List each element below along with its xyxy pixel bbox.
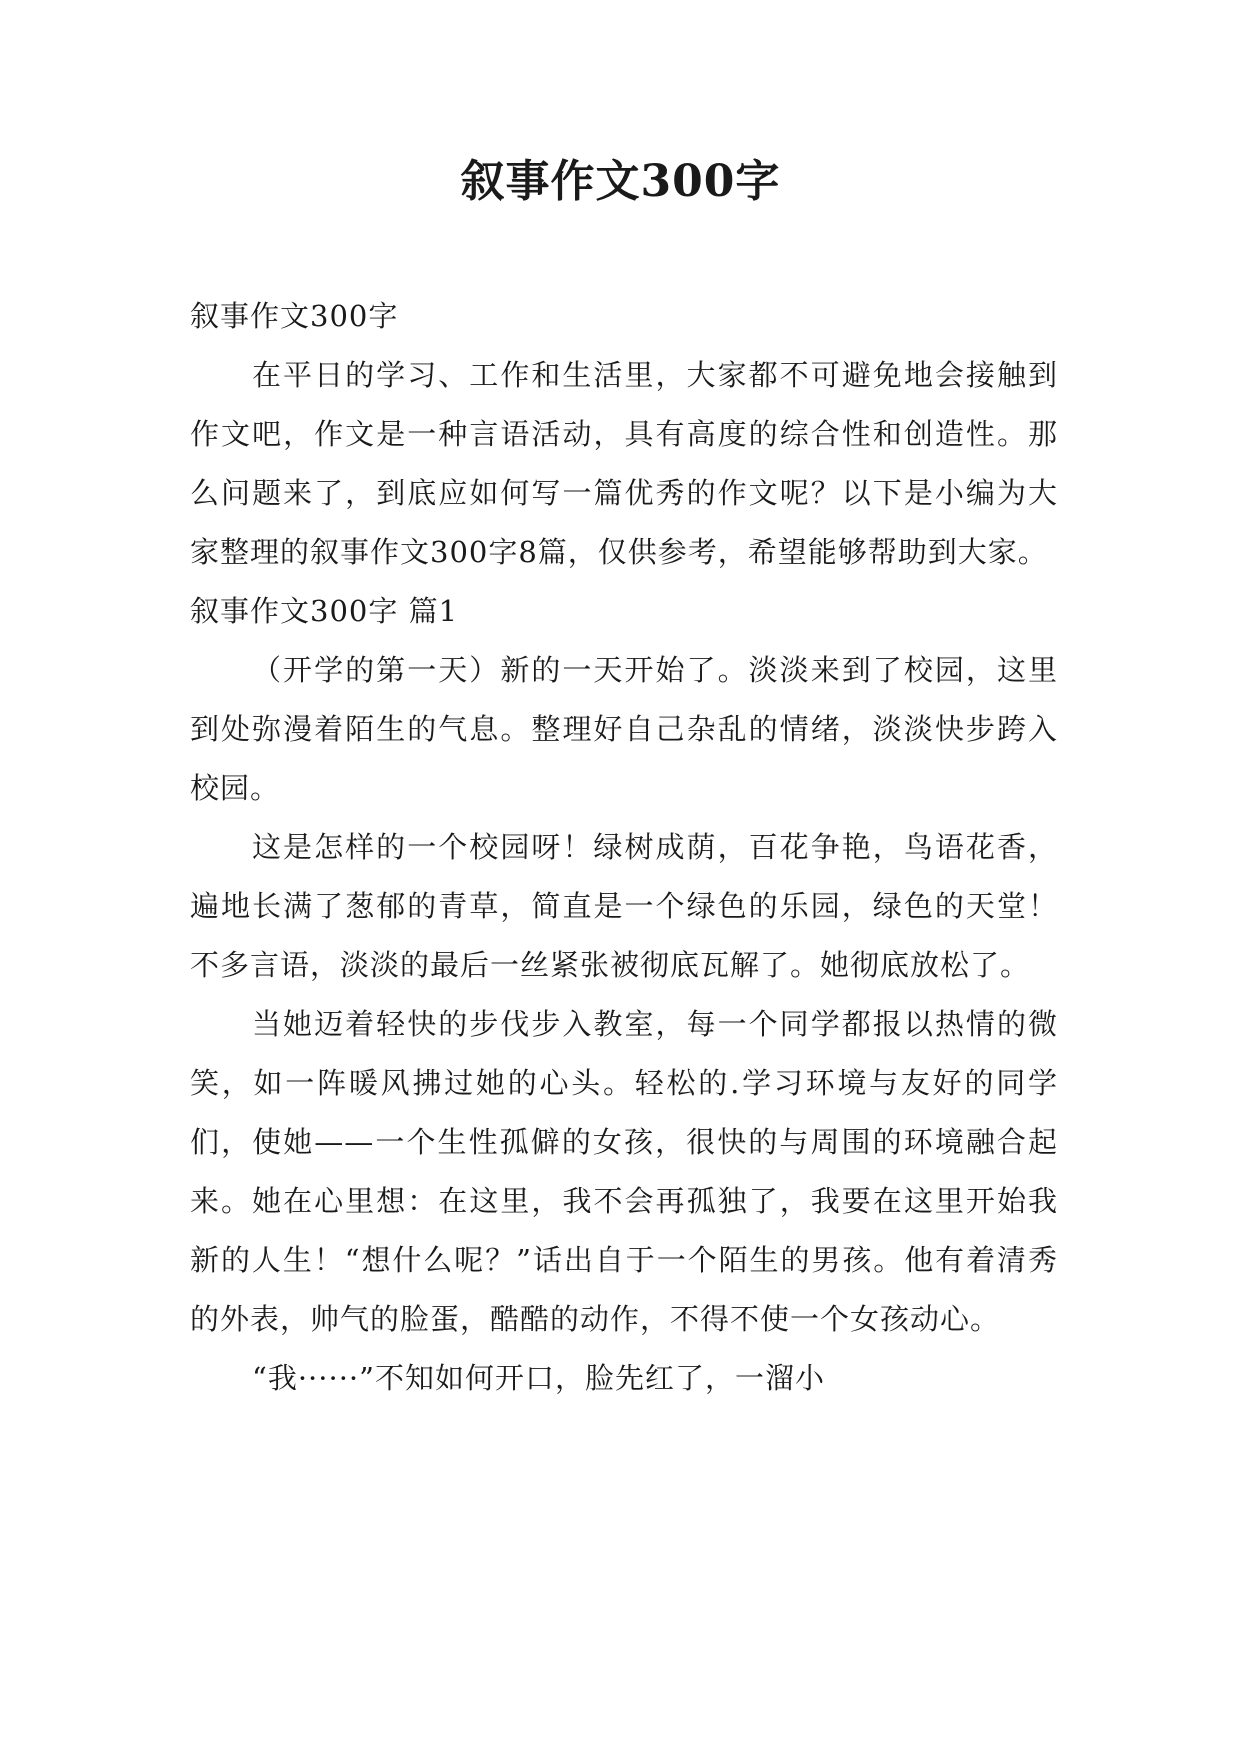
body-paragraph-4: “我······”不知如何开口，脸先红了，一溜小 xyxy=(252,1361,825,1395)
section-heading: 叙事作文300字 篇1 xyxy=(190,594,459,628)
document-body xyxy=(190,287,1058,1408)
intro-paragraph: 在平日的学习、工作和生活里，大家都不可避免地会接触到作文吧，作文是一种言语活动，具有高度的综合性和创造性。那么问题来了，到底应如何写一篇优秀的作文呢？以下是小编为大家整理的叙事作文300字8篇，仅供参考，希望能够帮助到大家。 xyxy=(190,358,1058,569)
body-paragraph-2: 这是怎样的一个校园呀！绿树成荫，百花争艳，鸟语花香，遍地长满了葱郁的青草，简直是一个绿色的乐园，绿色的天堂！不多言语，淡淡的最后一丝紧张被彻底瓦解了。她彻底放松了。 xyxy=(190,830,1058,982)
body-paragraph-3: 当她迈着轻快的步伐步入教室，每一个同学都报以热情的微笑，如一阵暖风拂过她的心头。轻松的.学习环境与友好的同学们，使她——一个生性孤僻的女孩，很快的与周围的环境融合起来。她在心里想：在这里，我不会再孤独了，我要在这里开始我新的人生！“想什么呢？”话出自于一个陌生的男孩。他有着清秀的外表，帅气的脸蛋，酷酷的动作，不得不使一个女孩动心。 xyxy=(190,1007,1058,1336)
document-title: 叙事作文300字 xyxy=(460,156,781,207)
body-paragraph-1: （开学的第一天）新的一天开始了。淡淡来到了校园，这里到处弥漫着陌生的气息。整理好自己杂乱的情绪，淡淡快步跨入校园。 xyxy=(190,653,1058,805)
article-heading: 叙事作文300字 xyxy=(190,299,399,333)
